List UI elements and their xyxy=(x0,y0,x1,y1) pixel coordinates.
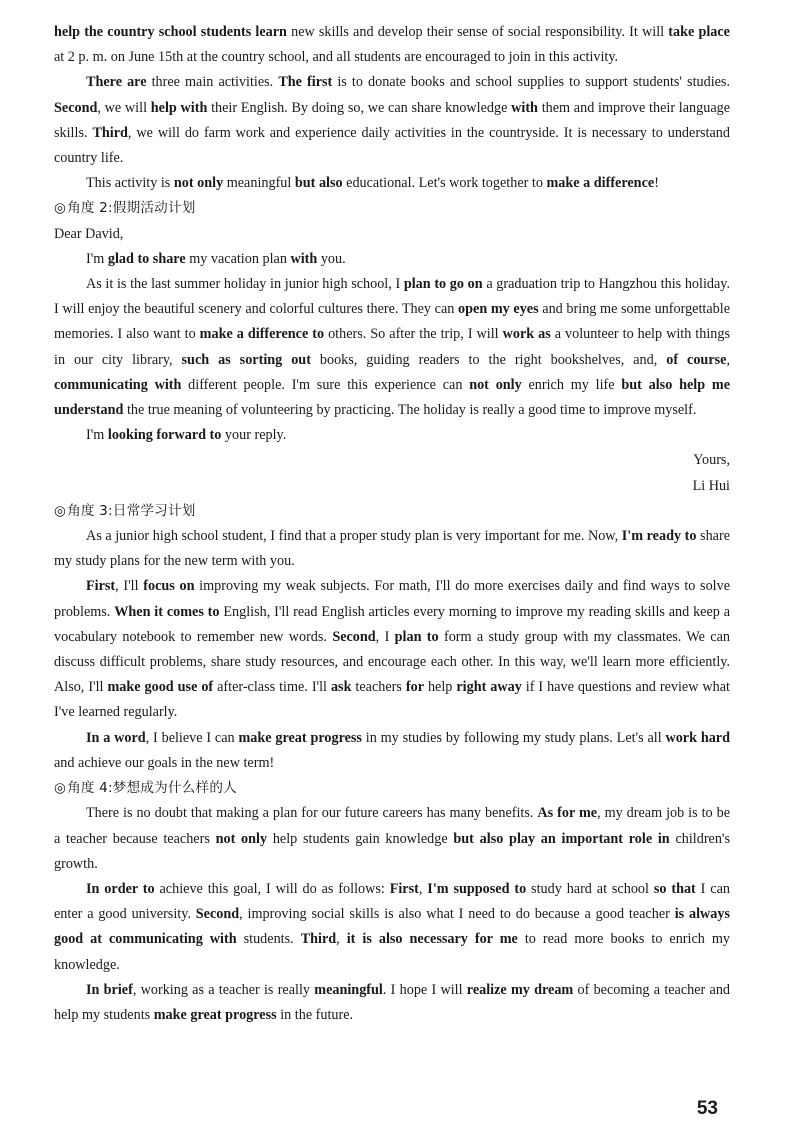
bold-phrase: realize my dream xyxy=(466,981,574,998)
text-run: There is no doubt that making a plan for our future careers has many benefits. xyxy=(86,805,538,822)
bold-phrase: help the country school students learn xyxy=(54,24,287,40)
text-run: , I xyxy=(375,628,395,645)
text-run: at 2 p. m. on June 15th at the country school, and all students are encouraged to join in this activity. xyxy=(54,49,619,66)
circle-bullet-icon: ◎ xyxy=(54,502,67,519)
bold-phrase: it is also necessary for me xyxy=(346,931,518,948)
bold-phrase: There are xyxy=(86,74,147,91)
text-run: English, I'll read English articles every morning to improve my reading skills and keep a vocabulary notebook to remember new words. xyxy=(54,603,731,645)
bold-phrase: help with xyxy=(150,99,208,116)
text-run: share my study plans for the new term with you. xyxy=(54,528,730,570)
bold-phrase: not only xyxy=(173,175,224,192)
paragraph xyxy=(54,978,730,1028)
text-run: your reply. xyxy=(221,427,287,444)
bold-phrase: In brief xyxy=(86,981,133,998)
text-run: is to donate books and school supplies to support students' studies. xyxy=(332,74,731,91)
bold-phrase: with xyxy=(511,99,538,116)
text-run: I'm xyxy=(86,427,108,444)
text-run: them and improve their language skills. xyxy=(54,99,731,141)
bold-phrase: but also xyxy=(294,175,343,192)
bold-phrase: make great progress xyxy=(153,1006,277,1023)
bold-phrase: In a word xyxy=(86,729,146,746)
circle-bullet-icon: ◎ xyxy=(54,780,67,797)
bold-phrase: plan to xyxy=(394,628,439,645)
bold-phrase: so that xyxy=(653,880,696,897)
text-run: , my dream job is to be a teacher because teachers xyxy=(54,805,730,847)
bold-phrase: open my eyes xyxy=(458,301,539,318)
text-run: children's growth. xyxy=(54,830,731,872)
bold-phrase: As for me xyxy=(537,805,598,822)
text-run: if I have questions and review what I've learned regularly. xyxy=(54,679,730,721)
paragraph xyxy=(54,524,730,574)
bold-phrase: with xyxy=(290,250,318,267)
text-run: meaningful xyxy=(223,175,295,192)
bold-phrase: plan to go on xyxy=(403,276,483,293)
text-run: my vacation plan xyxy=(185,250,291,267)
signature-line: Li Hui xyxy=(692,477,730,494)
section-heading xyxy=(54,776,730,801)
text-run: others. So after the trip, I will xyxy=(324,326,503,343)
text-run: , xyxy=(418,880,428,897)
bold-phrase: is always good at communicating with xyxy=(54,906,730,948)
bold-phrase: communicating with xyxy=(54,376,182,393)
text-run: and achieve our goals in the new term! xyxy=(54,754,275,771)
text-run: help students gain knowledge xyxy=(267,830,454,847)
bold-phrase: Second xyxy=(195,906,240,923)
bold-phrase: Third xyxy=(300,931,337,948)
bold-phrase: glad to share xyxy=(107,250,186,267)
text-run: different people. I'm sure this experience can xyxy=(181,376,470,393)
text-run: teachers xyxy=(351,679,406,696)
bold-phrase: First xyxy=(389,880,419,897)
bold-phrase: but also help me understand xyxy=(54,376,731,419)
paragraph xyxy=(54,272,730,423)
section-heading-text: 角度 3:日常学习计划 xyxy=(67,502,196,519)
bold-phrase: meaningful xyxy=(314,981,383,998)
bold-phrase: ask xyxy=(330,679,352,696)
paragraph xyxy=(54,70,730,171)
text-run: help xyxy=(424,679,457,696)
text-run: enrich my life xyxy=(521,376,622,393)
bold-phrase: The first xyxy=(278,74,333,91)
text-run: study hard at school xyxy=(526,880,654,897)
text-run: educational. Let's work together to xyxy=(342,175,547,192)
text-run: , xyxy=(336,931,347,948)
bold-phrase: work as xyxy=(502,326,551,343)
text-run: in the future. xyxy=(276,1006,354,1023)
bold-phrase: not only xyxy=(215,830,268,847)
text-run: , we will xyxy=(97,99,151,116)
text-run: achieve this goal, I will do as follows: xyxy=(154,880,390,897)
text-run: new skills and develop their sense of social responsibility. It will xyxy=(286,24,669,40)
bold-phrase: I'm ready to xyxy=(621,528,697,545)
text-run: Dear David, xyxy=(54,225,124,242)
text-run: As a junior high school student, I find that a proper study plan is very important for me. Now, xyxy=(86,528,622,545)
paragraph xyxy=(54,20,730,70)
text-run: of becoming a teacher and help my students xyxy=(54,981,731,1023)
bold-phrase: focus on xyxy=(143,578,195,595)
text-run: As it is the last summer holiday in junior high school, I xyxy=(86,276,404,293)
text-run: , I believe I can xyxy=(145,729,239,746)
text-run: I can enter a good university. xyxy=(54,880,730,923)
bold-phrase: looking forward to xyxy=(107,427,222,444)
bold-phrase: Second xyxy=(54,99,98,116)
bold-phrase: Third xyxy=(92,124,128,141)
bold-phrase: Second xyxy=(332,628,376,645)
text-run: the true meaning of volunteering by practicing. The holiday is really a good time to improve myself. xyxy=(123,402,697,419)
paragraph xyxy=(54,247,730,272)
bold-phrase: When it comes to xyxy=(114,603,220,620)
section-heading xyxy=(54,196,730,221)
bold-phrase: make good use of xyxy=(107,679,214,696)
text-run: in my studies by following my study plans. Let's all xyxy=(361,729,666,746)
paragraph xyxy=(54,726,730,776)
text-run: improving my weak subjects. For math, I'll do more exercises daily and find ways to solve problems. xyxy=(54,578,730,620)
text-run: This activity is xyxy=(86,175,174,192)
paragraph xyxy=(54,171,730,196)
paragraph xyxy=(54,877,730,978)
section-heading xyxy=(54,499,730,524)
bold-phrase: First xyxy=(86,578,116,595)
bold-phrase: take place xyxy=(668,24,730,40)
section-heading-text: 角度 2:假期活动计划 xyxy=(67,200,196,217)
circle-bullet-icon: ◎ xyxy=(54,200,67,217)
bold-phrase: make a difference to xyxy=(199,326,325,343)
bold-phrase: make great progress xyxy=(238,729,362,746)
text-run: a volunteer to help with things in our city library, xyxy=(54,326,730,368)
text-run: form a study group with my classmates. We can discuss difficult problems, share study resources, and encourage each other. In this way, we'll learn more efficiently. Also, I'll xyxy=(54,628,730,696)
text-run: I'm xyxy=(86,250,108,267)
bold-phrase: make a difference xyxy=(546,175,655,192)
text-run: three main activities. xyxy=(146,74,279,91)
text-run: and bring me some unforgettable memories. I also want to xyxy=(54,301,730,343)
bold-phrase: I'm supposed to xyxy=(427,880,527,897)
text-run: , working as a teacher is really xyxy=(132,981,315,998)
text-run: ! xyxy=(654,175,659,192)
text-run: you. xyxy=(317,250,346,267)
bold-phrase: work hard xyxy=(665,729,730,746)
signature-line: Yours, xyxy=(693,452,730,469)
text-run: , improving social skills is also what I need to do because a good teacher xyxy=(239,906,675,923)
paragraph xyxy=(54,423,730,448)
text-run: students. xyxy=(236,931,301,948)
text-run: , xyxy=(726,351,730,368)
bold-phrase: but also play an important role in xyxy=(453,830,670,847)
bold-phrase: of course xyxy=(666,351,727,368)
paragraph xyxy=(54,574,730,725)
bold-phrase: not only xyxy=(469,376,522,393)
page-number: 53 xyxy=(696,1098,718,1119)
section-heading-text: 角度 4:梦想成为什么样的人 xyxy=(67,780,237,797)
text-run: after-class time. I'll xyxy=(213,679,331,696)
paragraph xyxy=(54,801,730,877)
text-run: . I hope I will xyxy=(382,981,467,998)
bold-phrase: for xyxy=(405,679,424,696)
text-run: a graduation trip to Hangzhou this holiday. I will enjoy the beautiful scenery and colorful cultures there. They can xyxy=(54,276,730,318)
page-body xyxy=(54,20,730,1028)
paragraph xyxy=(54,222,730,247)
text-run: , we will do farm work and experience daily activities in the countryside. It is necessary to understand country life. xyxy=(54,124,730,167)
bold-phrase: In order to xyxy=(86,880,155,897)
text-run: , I'll xyxy=(115,578,144,595)
text-run: their English. By doing so, we can share knowledge xyxy=(207,99,512,116)
bold-phrase: right away xyxy=(456,679,522,696)
bold-phrase: such as sorting out xyxy=(181,351,311,368)
text-run: to read more books to enrich my knowledge. xyxy=(54,931,731,973)
text-run: books, guiding readers to the right bookshelves, and, xyxy=(310,351,667,368)
